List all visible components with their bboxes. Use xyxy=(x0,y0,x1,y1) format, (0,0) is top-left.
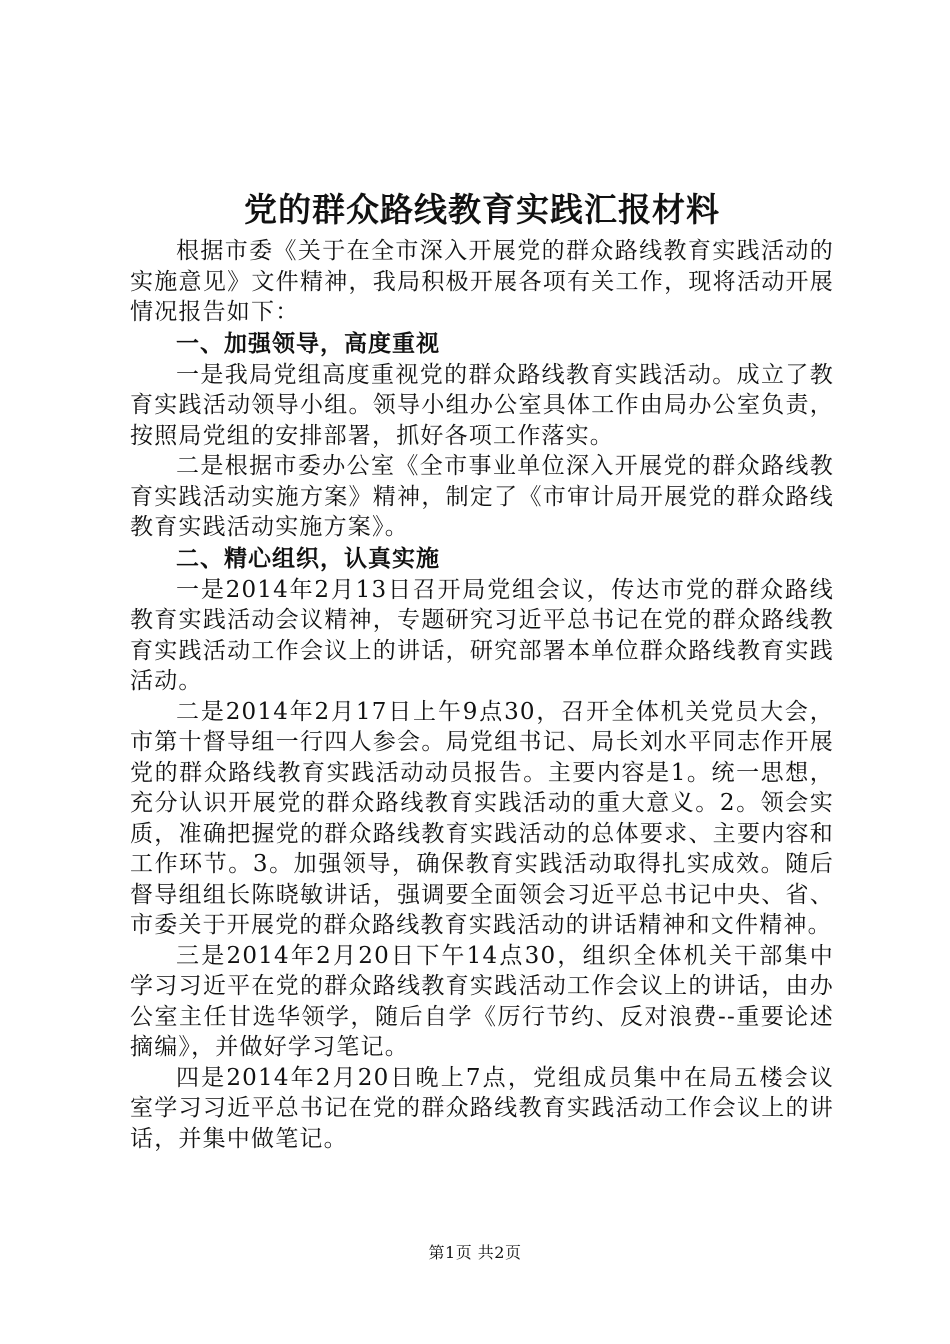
document-body xyxy=(130,186,834,1154)
section-2-paragraph-4: 四是2014年2月20日晚上7点，党组成员集中在局五楼会议室学习习近平总书记在党的群众路线教育实践活动工作会议上的讲话，并集中做笔记。 xyxy=(130,1064,834,1152)
section-1-heading: 一、加强领导，高度重视 xyxy=(176,330,440,357)
section-1-paragraph-1: 一是我局党组高度重视党的群众路线教育实践活动。成立了教育实践活动领导小组。领导小组办公室具体工作由局办公室负责，按照局党组的安排部署，抓好各项工作落实。 xyxy=(130,361,834,449)
document-title: 党的群众路线教育实践汇报材料 xyxy=(244,190,720,229)
section-2-paragraph-3: 三是2014年2月20日下午14点30，组织全体机关干部集中学习习近平在党的群众路线教育实践活动工作会议上的讲话，由办公室主任甘选华领学，随后自学《厉行节约、反对浪费--重要论述摘编》，并做好学习笔记。 xyxy=(130,942,834,1060)
page-footer: 第1页 共2页 xyxy=(428,1243,522,1262)
section-2-paragraph-1: 一是2014年2月13日召开局党组会议，传达市党的群众路线教育实践活动会议精神，专题研究习近平总书记在党的群众路线教育实践活动工作会议上的讲话，研究部署本单位群众路线教育实践活动。 xyxy=(130,576,834,694)
intro-paragraph: 根据市委《关于在全市深入开展党的群众路线教育实践活动的实施意见》文件精神，我局积极开展各项有关工作，现将活动开展情况报告如下： xyxy=(130,238,834,325)
section-2-heading: 二、精心组织，认真实施 xyxy=(176,545,440,572)
section-1-paragraph-2: 二是根据市委办公室《全市事业单位深入开展党的群众路线教育实践活动实施方案》精神，制定了《市审计局开展党的群众路线教育实践活动实施方案》。 xyxy=(130,453,834,540)
section-2-paragraph-2: 二是2014年2月17日上午9点30，召开全体机关党员大会，市第十督导组一行四人参会。局党组书记、局长刘水平同志作开展党的群众路线教育实践活动动员报告。主要内容是1。统一思想，充分认识开展党的群众路线教育实践活动的重大意义。2。领会实质，准确把握党的群众路线教育实践活动的总体要求、主要内容和工作环节。3。加强领导，确保教育实践活动取得扎实成效。随后督导组组长陈晓敏讲话，强调要全面领会习近平总书记中央、省、市委关于开展党的群众路线教育实践活动的讲话精神和文件精神。 xyxy=(130,698,834,938)
